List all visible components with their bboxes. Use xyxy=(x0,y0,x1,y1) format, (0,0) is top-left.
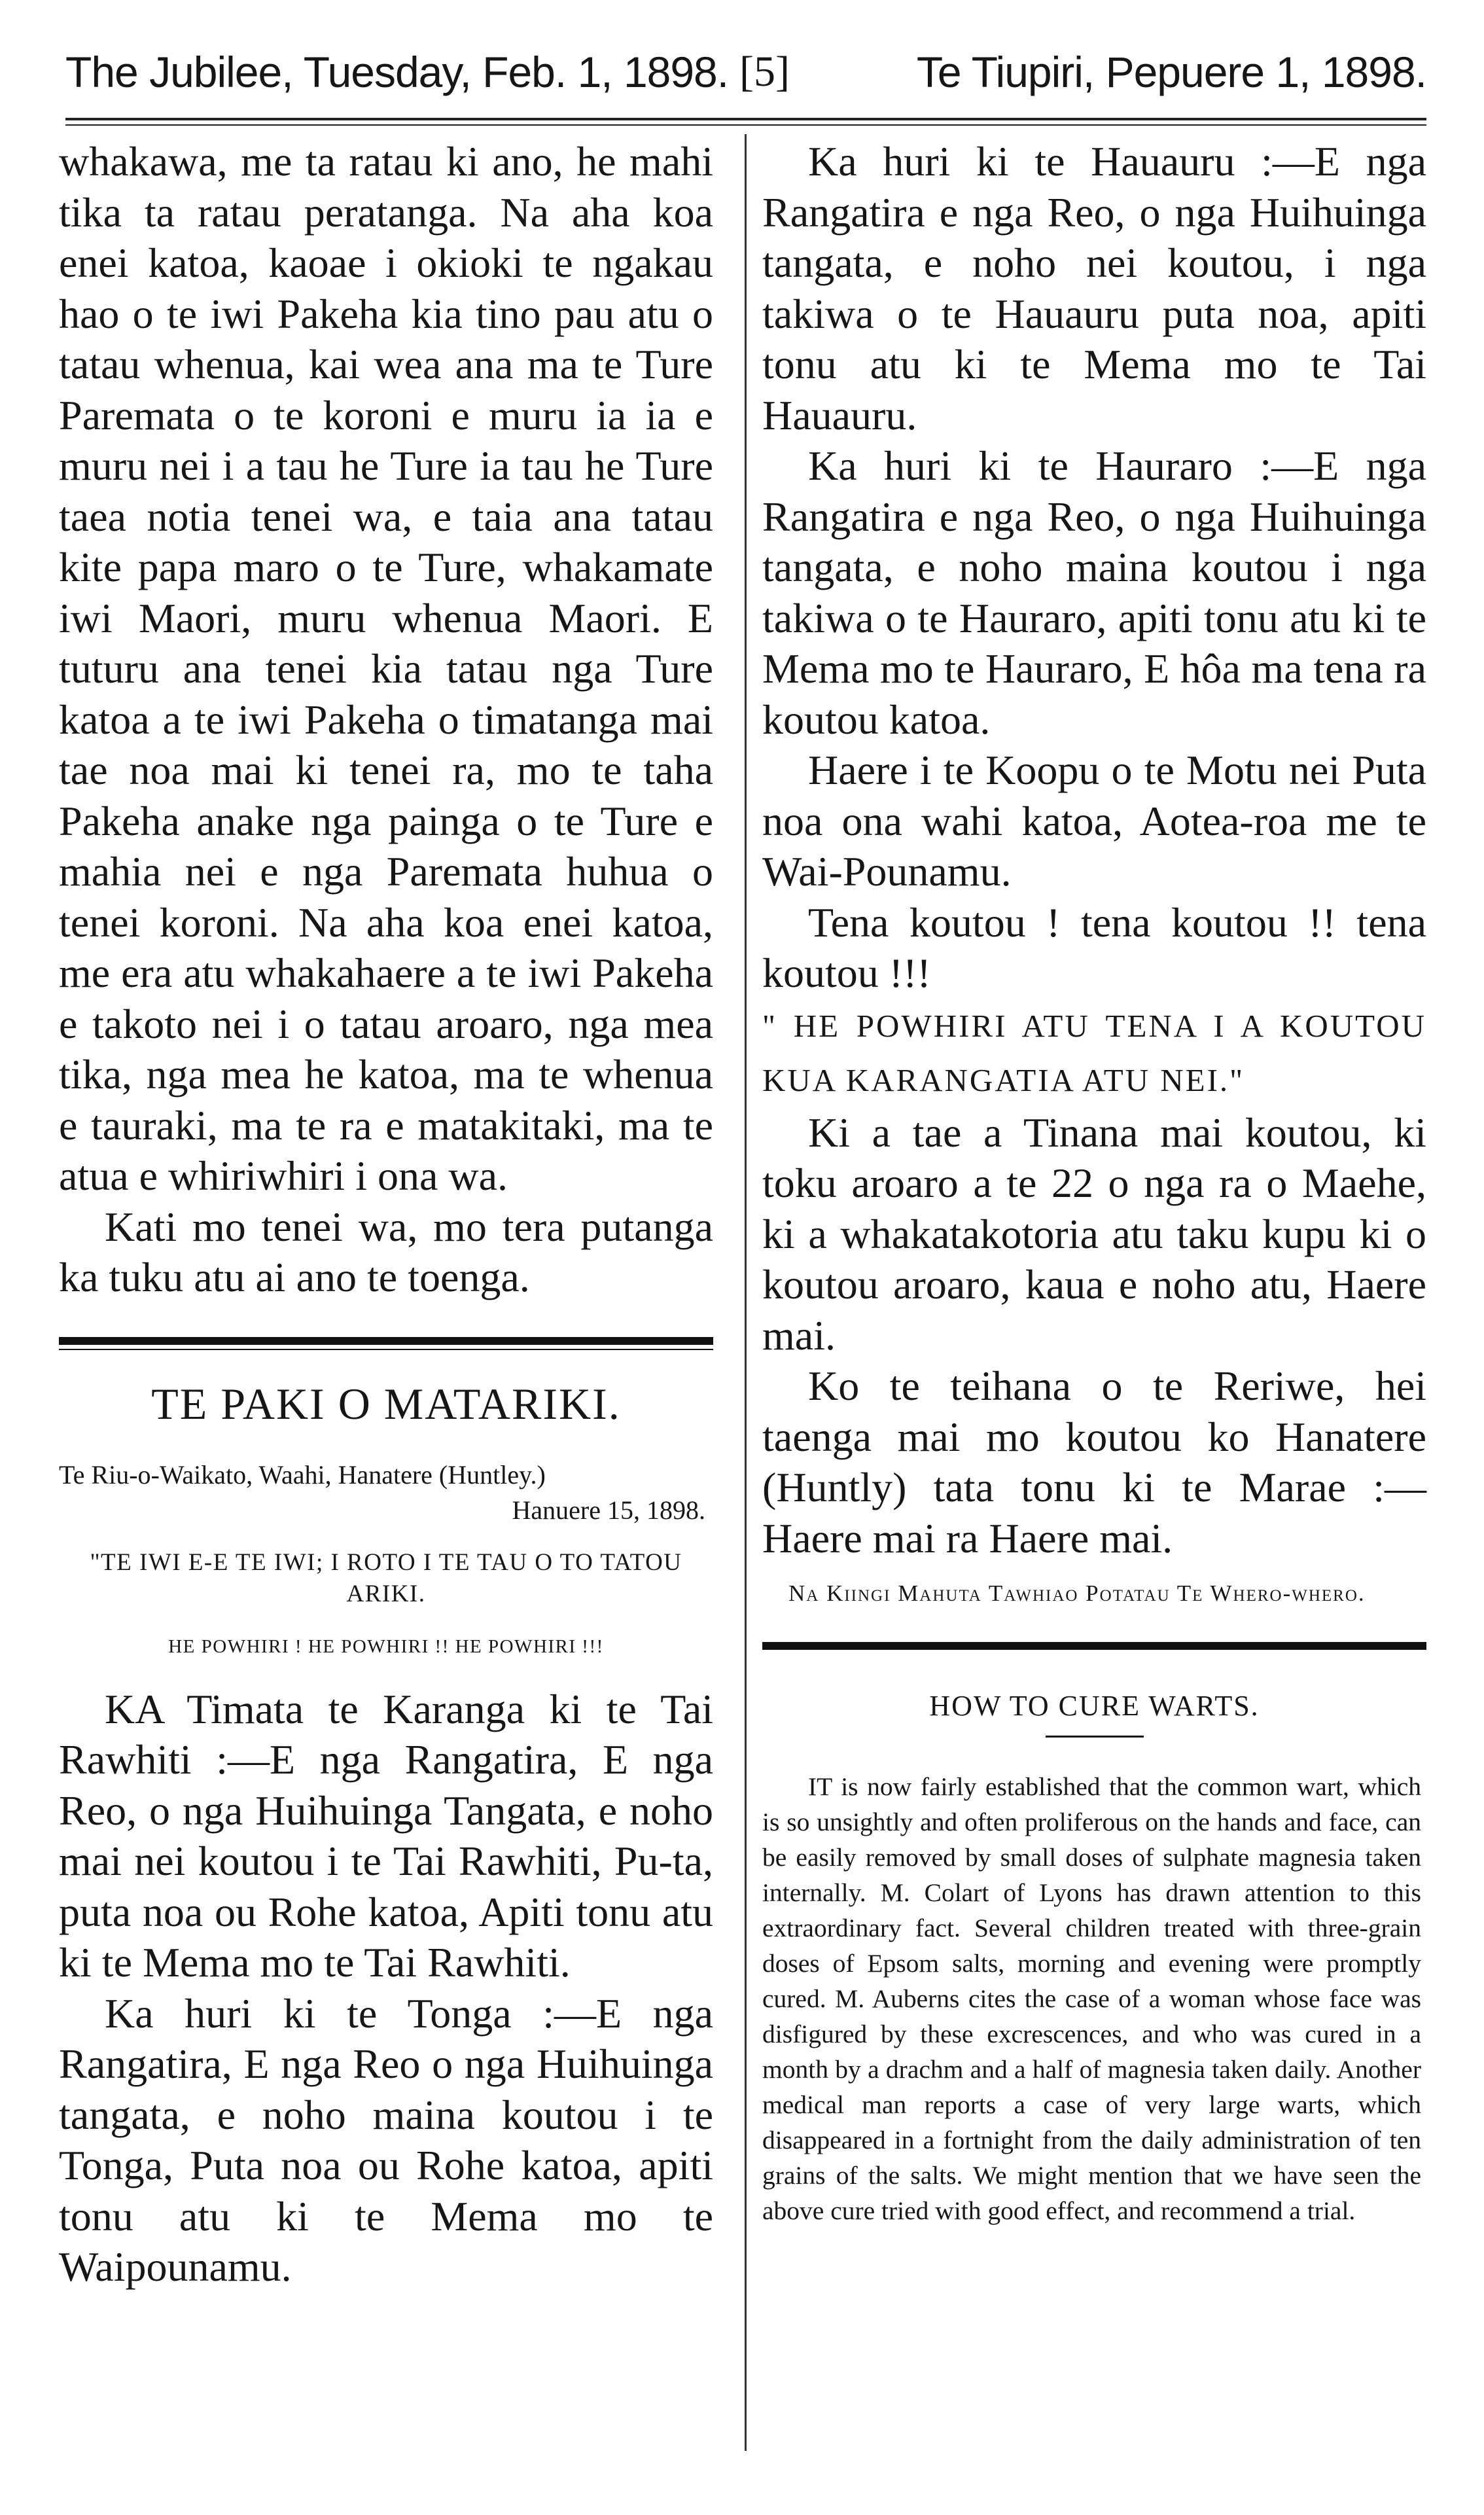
paragraph-teihana: Ko te teihana o te Reriwe, hei taenga mai mo koutou ko Hanatere (Huntly) tata tonu ki te Marae :— Haere mai ra Haere mai. xyxy=(762,1363,1426,1561)
paragraph-tonga: Ka huri ki te Tonga :—E nga Rangatira, E nga Reo o nga Huihuinga tangata, e noho maina koutou i te Tonga, Puta noa ou Rohe katoa, apiti tonu atu ki te Mema mo te Waipounamu. xyxy=(59,1989,713,2290)
closing-paragraph: Kati mo tenei wa, mo tera putanga ka tuku atu ai ano te toenga. xyxy=(59,1203,713,1300)
header-english-date: The Jubilee, Tuesday, Feb. 1, 1898. xyxy=(65,48,729,96)
header-rule xyxy=(65,118,1426,120)
header-maori-date: Te Tiupiri, Pepuere 1, 1898. xyxy=(916,48,1426,96)
left-column xyxy=(59,131,713,2292)
continued-paragraph: whakawa, me ta ratau ki ano, he mahi tika ta ratau peratanga. Na aha koa enei katoa, kaoae i okioki te ngakau hao o te iwi Pakeha kia tino pau atu o tatau whenua, kai wea ana ma te Ture Paremata o te koroni e muru ia ia e muru nei i a tau he Ture ia tau he Ture taea notia tenei wa, e taia ana tatau kite papa maro o te Ture, whakamate iwi Maori, muru whenua Maori. E tuturu ana tenei kia tatau nga Ture katoa a te iwi Pakeha o timatanga mai tae noa mai ki tenei ra, mo te taha Pakeha anake nga painga o te Ture e mahia nei e nga Paremata huhua o tenei koroni. Na aha koa enei katoa, me era atu whakahaere a te iwi Pakeha e takoto nei i o tatau aroaro, nga mea tika, nga mea he katoa, ma te whenua e tauraki, ma te ra e matakitaki, ma te atua e whiriwhiri i ona wa. xyxy=(59,138,713,1199)
section-title: TE PAKI O MATARIKI. xyxy=(151,1378,621,1429)
section-divider-thick xyxy=(59,1337,713,1345)
welcome-calls: HE POWHIRI ! HE POWHIRI !! HE POWHIRI !!! xyxy=(168,1635,604,1657)
paragraph-haere: Haere i te Koopu o te Motu nei Puta noa ona wahi katoa, Aotea-roa me te Wai-Pounamu. xyxy=(762,747,1426,895)
paragraph-tinana: Ki a tae a Tinana mai koutou, ki toku aroaro a te 22 o nga ra o Maehe, ki a whakatakotoria atu taku kupu ki o koutou aroaro, kaua e noho atu, Haere mai. xyxy=(762,1109,1426,1359)
right-column xyxy=(762,131,1426,2228)
page-header xyxy=(65,47,1426,106)
caps-welcome-quote: " HE POWHIRI ATU TENA I A KOUTOU KUA KARANGATIA ATU NEI." xyxy=(762,1007,1426,1098)
title-underline xyxy=(1046,1736,1144,1738)
dateline-date: Hanuere 15, 1898. xyxy=(512,1495,705,1525)
paragraph-hauraro: Ka huri ki te Hauraro :—E nga Rangatira e nga Reo, o nga Huihuinga tangata, e noho maina koutou i nga takiwa o te Hauraro, apiti tonu atu ki te Mema mo te Hauraro, E hôa ma tena ra koutou katoa. xyxy=(762,442,1426,743)
dateline-place: Te Riu-o-Waikato, Waahi, Hanatere (Huntley.) xyxy=(59,1459,546,1489)
warts-title: HOW TO CURE WARTS. xyxy=(929,1690,1260,1722)
signature: Na Kiingi Mahuta Tawhiao Potatau Te Whero-whero. xyxy=(788,1580,1366,1606)
section-divider-thick-right xyxy=(762,1642,1426,1650)
column-divider xyxy=(745,134,747,2451)
paragraph-hauauru: Ka huri ki te Hauauru :—E nga Rangatira e nga Reo, o nga Huihuinga tangata, e noho nei koutou, i nga takiwa o te Hauauru puta noa, apiti tonu atu ki te Mema mo te Tai Hauauru. xyxy=(762,138,1426,438)
warts-article: IT is now fairly established that the common wart, which is so unsightly and often proliferous on the hands and face, can be easily removed by small doses of sulphate magnesia taken internally. M. Colart of Lyons has drawn attention to this extraordinary fact. Several children treated with three-grain doses of Epsom salts, morning and evening were promptly cured. M. Auberns cites the case of a woman whose face was disfigured by these excrescences, and who was cured in a month by a drachm and a half of magnesia taken daily. Another medical man reports a case of very large warts, which disappeared in a fortnight from the daily administration of ten grains of the salts. We might mention that we have seen the above cure tried with good effect, and recommend a trial. xyxy=(762,1772,1421,2225)
paragraph-tena: Tena koutou ! tena koutou !! tena koutou !!! xyxy=(762,899,1426,996)
paragraph-karanga: KA Timata te Karanga ki te Tai Rawhiti :—E nga Rangatira, E nga Reo, o nga Huihuinga Tangata, e noho mai nei koutou i te Tai Rawhiti, Pu-ta, puta noa ou Rohe katoa, Apiti tonu atu ki te Mema mo te Tai Rawhiti. xyxy=(59,1685,713,1986)
header-rule-thin xyxy=(65,124,1426,126)
page-number: [5] xyxy=(739,48,790,96)
caps-quote: "TE IWI E-E TE IWI; I ROTO I TE TAU O TO TATOU ARIKI. xyxy=(90,1548,682,1607)
section-divider-thin xyxy=(59,1349,713,1350)
